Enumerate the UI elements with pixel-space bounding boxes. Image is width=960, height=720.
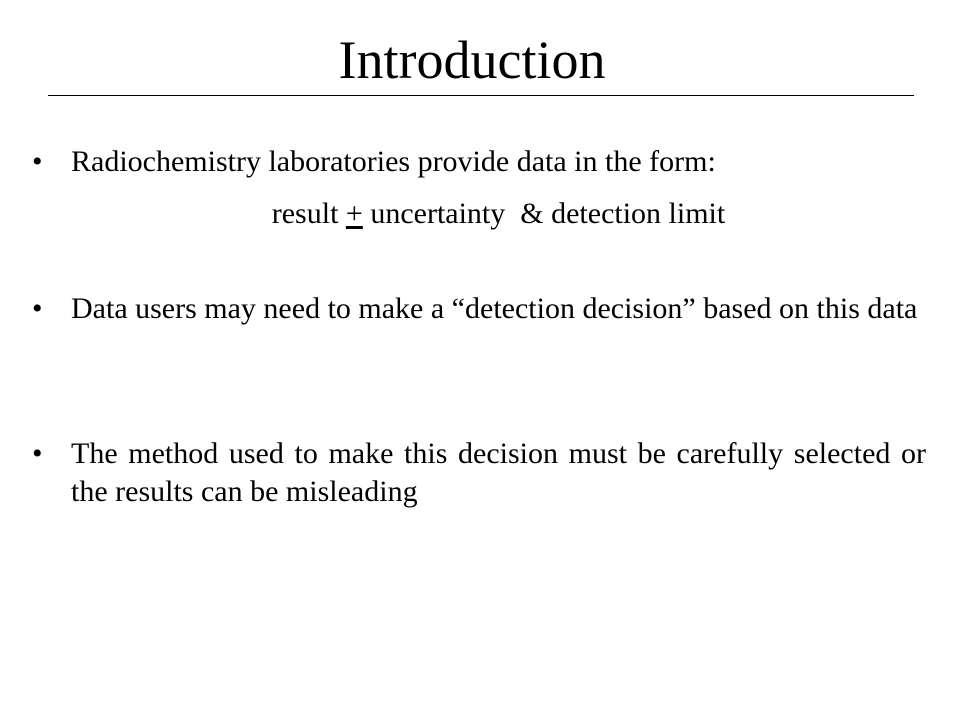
slide-title: Introduction <box>338 30 606 90</box>
bullet-dot-icon: • <box>32 437 43 470</box>
bullet-text: Data users may need to make a “detection decision” based on this data <box>71 292 918 325</box>
formula-line <box>71 195 926 233</box>
bullet-dot-icon: • <box>32 292 43 325</box>
formula-result: result <box>271 197 346 230</box>
bullet-text: The method used to make this decision must be carefully selected or the results can be misleading <box>71 437 926 508</box>
formula-uncertainty-detection-limit: uncertainty & detection limit <box>362 197 726 230</box>
bullet-dot-icon: • <box>32 145 43 178</box>
bullet-text: Radiochemistry laboratories provide data in the form: <box>71 145 716 178</box>
formula-plus-minus: + <box>345 197 363 230</box>
title-underline-divider <box>48 95 914 96</box>
